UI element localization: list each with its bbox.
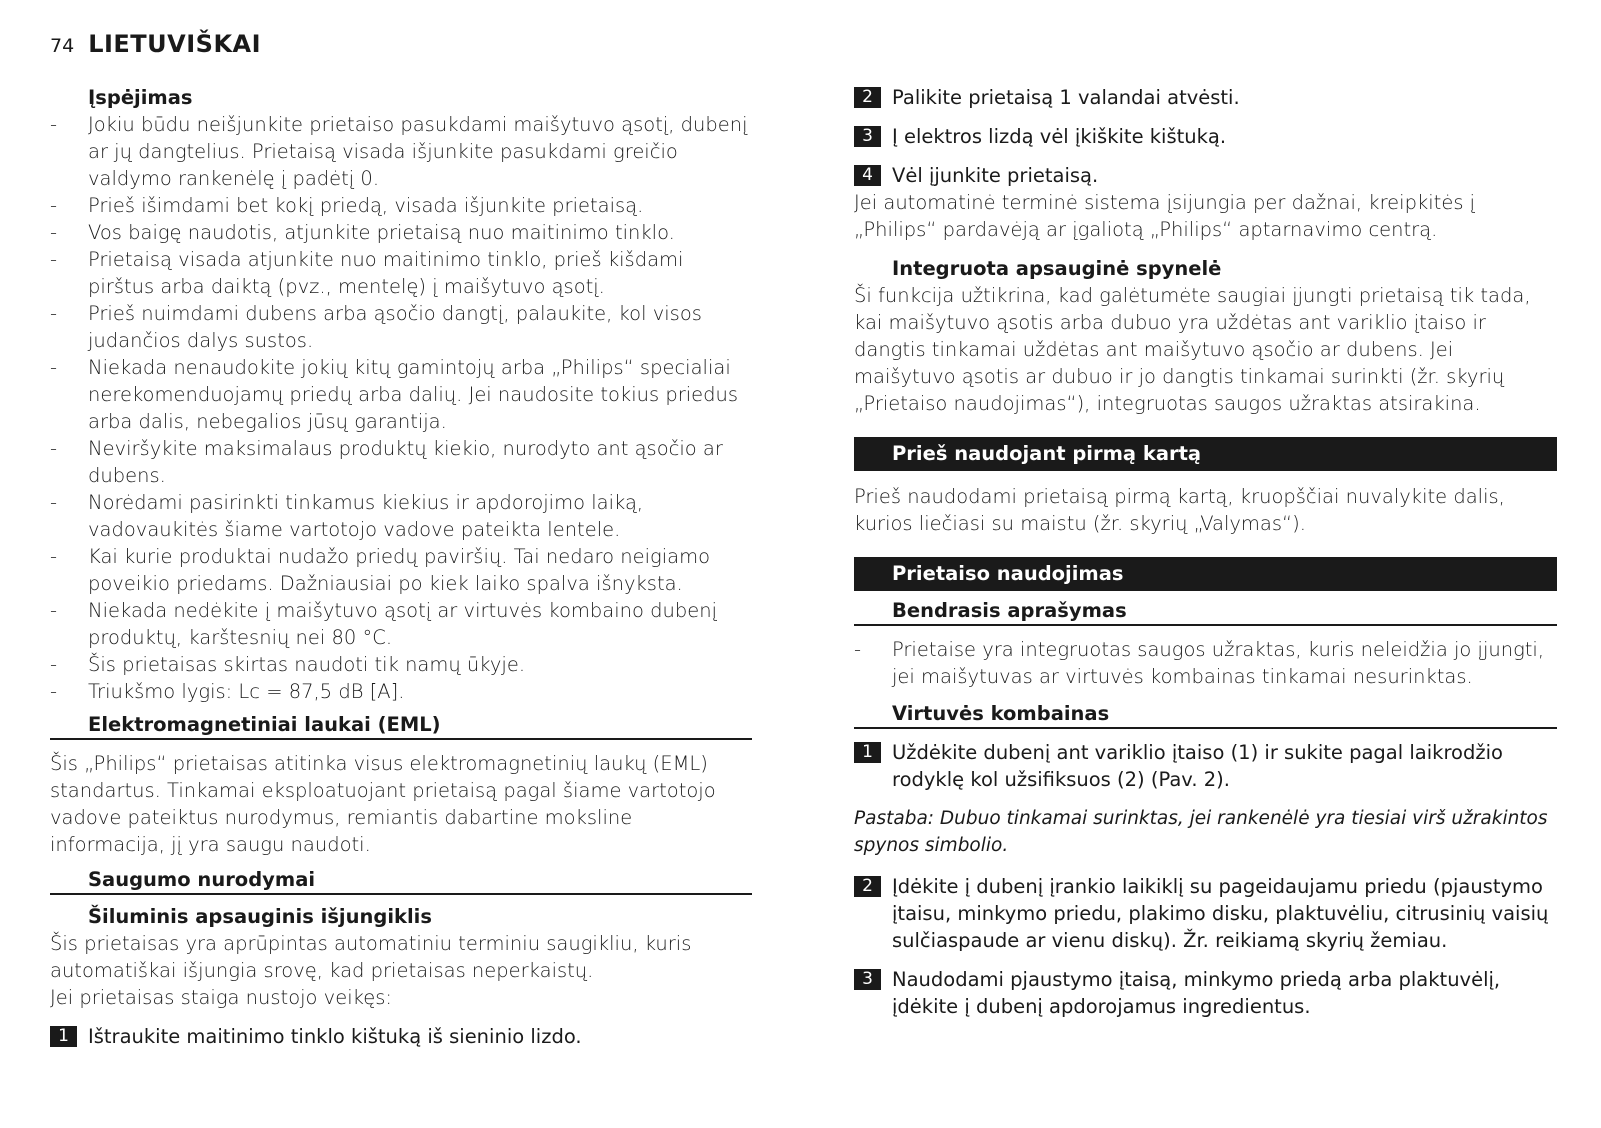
- step-number-badge: 1: [854, 742, 881, 763]
- step-number-badge: 2: [854, 876, 881, 897]
- step-number-badge: 4: [854, 165, 881, 186]
- step-text: Vėl įjunkite prietaisą.: [892, 164, 1099, 187]
- list-item: - Jokiu būdu neišjunkite prietaiso pasukdami maišytuvo ąsotį, dubenį ar jų dangtelius. Prietaisą visada išjunkite pasukdami greičio valdymo rankenėlę į padėtį 0.: [50, 111, 752, 192]
- list-item: - Prietaisą visada atjunkite nuo maitinimo tinklo, prieš kišdami pirštus arba daiktą (pvz., mentelę) į maišytuvo ąsotį.: [50, 246, 752, 300]
- kitchen-step-1: [854, 739, 1557, 793]
- step-text: Ištraukite maitinimo tinklo kištuką iš sieninio lizdo.: [88, 1025, 582, 1048]
- step-text: Naudodami pjaustymo įtaisą, minkymo priedą arba plaktuvėlį, įdėkite į dubenį apdorojamus ingredientus.: [892, 968, 1501, 1018]
- kitchen-step-3: [854, 966, 1557, 1020]
- step-number-badge: 2: [854, 87, 881, 108]
- step-number-badge: 3: [854, 969, 881, 990]
- list-item: - Šis prietaisas skirtas naudoti tik namų ūkyje.: [50, 651, 752, 678]
- step-2: [854, 84, 1557, 111]
- list-item: - Norėdami pasirinkti tinkamus kiekius ir apdorojimo laiką, vadovaukitės šiame vartotojo vadove pateikta lentele.: [50, 489, 752, 543]
- step-number-badge: 3: [854, 126, 881, 147]
- page-title: LIETUVIŠKAI: [88, 30, 262, 58]
- list-item: - Neviršykite maksimalaus produktų kiekio, nurodyto ant ąsočio ar dubens.: [50, 435, 752, 489]
- thermal-heading: Šiluminis apsauginis išjungiklis: [88, 905, 432, 928]
- list-item: - Niekada nedėkite į maišytuvo ąsotį ar virtuvės kombaino dubenį produktų, karštesnių nei 80 °C.: [50, 597, 752, 651]
- thermal-text-2: Jei prietaisas staiga nustojo veikęs:: [50, 986, 392, 1009]
- step-1: [50, 1023, 752, 1050]
- step-text: Į elektros lizdą vėl įkiškite kištuką.: [892, 125, 1227, 148]
- thermal-note: Jei automatinė terminė sistema įsijungia per dažnai, kreipkitės į „Philips“ pardavėją ar įgaliotą „Philips“ aptarnavimo centrą.: [854, 191, 1476, 241]
- thermal-text: Šis prietaisas yra aprūpintas automatiniu terminiu saugikliu, kuris automatiškai išjungia srovę, kad prietaisas neperkaistų.: [50, 932, 692, 982]
- page-number: 74: [50, 35, 75, 57]
- safety-heading: Saugumo nurodymai: [50, 866, 752, 895]
- kitchen-heading: Virtuvės kombainas: [854, 700, 1557, 729]
- kitchen-note: Pastaba: Dubuo tinkamai surinktas, jei rankenėlė yra tiesiai virš užrakintos spynos simbolio.: [854, 808, 1548, 856]
- lock-text: Ši funkcija užtikrina, kad galėtumėte saugiai įjungti prietaisą tik tada, kai maišytuvo ąsotis arba dubuo yra uždėtas ant variklio įtaiso ir dangtis tinkamai uždėtas ant maišytuvo ąsočio ar dubens. Jei maišytuvo ąsotis ar dubuo ir jo dangtis tinkamai surinkti (žr. skyrių „Prietaiso naudojimas“), integruotas saugos užraktas atsirakina.: [854, 284, 1531, 415]
- step-text: Uždėkite dubenį ant variklio įtaiso (1) ir sukite pagal laikrodžio rodyklę kol užsifiksuos (2) (Pav. 2).: [892, 741, 1503, 791]
- page-header: [50, 30, 261, 64]
- kitchen-step-2: [854, 873, 1557, 954]
- first-use-text: Prieš naudodami prietaisą pirmą kartą, kruopščiai nuvalykite dalis, kurios liečiasi su maistu (žr. skyrių „Valymas“).: [854, 485, 1505, 535]
- list-item: - Niekada nenaudokite jokių kitų gamintojų arba „Philips“ specialiai nerekomenduojamų priedų arba dalių. Jei naudosite tokius priedus arba dalis, nebegalios jūsų garantija.: [50, 354, 752, 435]
- first-use-section-bar: Prieš naudojant pirmą kartą: [854, 437, 1557, 471]
- step-text: Įdėkite į dubenį įrankio laikiklį su pageidaujamu priedu (pjaustymo įtaisu, minkymo priedu, plakimo disku, plaktuvėliu, citrusinių vaisių sulčiaspaude ar vienu diskų). Žr. reikiamą skyrių žemiau.: [892, 875, 1549, 952]
- list-item: - Prieš išimdami bet kokį priedą, visada išjunkite prietaisą.: [50, 192, 752, 219]
- right-column: [854, 84, 1557, 1020]
- step-number-badge: 1: [50, 1026, 77, 1047]
- list-item: - Vos baigę naudotis, atjunkite prietaisą nuo maitinimo tinklo.: [50, 219, 752, 246]
- list-item: - Triukšmo lygis: Lc = 87,5 dB [A].: [50, 678, 752, 705]
- step-4: [854, 162, 1557, 189]
- warning-list: [50, 111, 752, 705]
- list-item: - Kai kurie produktai nudažo priedų paviršių. Tai nedaro neigiamo poveikio priedams. Dažniausiai po kiek laiko spalva išnyksta.: [50, 543, 752, 597]
- general-heading: Bendrasis aprašymas: [854, 597, 1557, 626]
- eml-heading: Elektromagnetiniai laukai (EML): [50, 711, 752, 740]
- lock-heading: Integruota apsauginė spynelė: [892, 257, 1222, 280]
- general-list: [854, 636, 1557, 690]
- usage-section-bar: Prietaiso naudojimas: [854, 557, 1557, 591]
- warning-heading: Įspėjimas: [88, 86, 193, 109]
- left-column: [50, 84, 752, 1050]
- list-item: - Prietaise yra integruotas saugos užraktas, kuris neleidžia jo įjungti, jei maišytuvas ar virtuvės kombainas tinkamai nesurinktas.: [854, 636, 1557, 690]
- eml-text: Šis „Philips“ prietaisas atitinka visus elektromagnetinių laukų (EML) standartus. Tinkamai eksploatuojant prietaisą pagal šiame vartotojo vadove pateiktus nurodymus, remiantis dabartine moksline informacija, jį yra saugu naudoti.: [50, 752, 716, 856]
- step-3: [854, 123, 1557, 150]
- list-item: - Prieš nuimdami dubens arba ąsočio dangtį, palaukite, kol visos judančios dalys sustos.: [50, 300, 752, 354]
- step-text: Palikite prietaisą 1 valandai atvėsti.: [892, 86, 1240, 109]
